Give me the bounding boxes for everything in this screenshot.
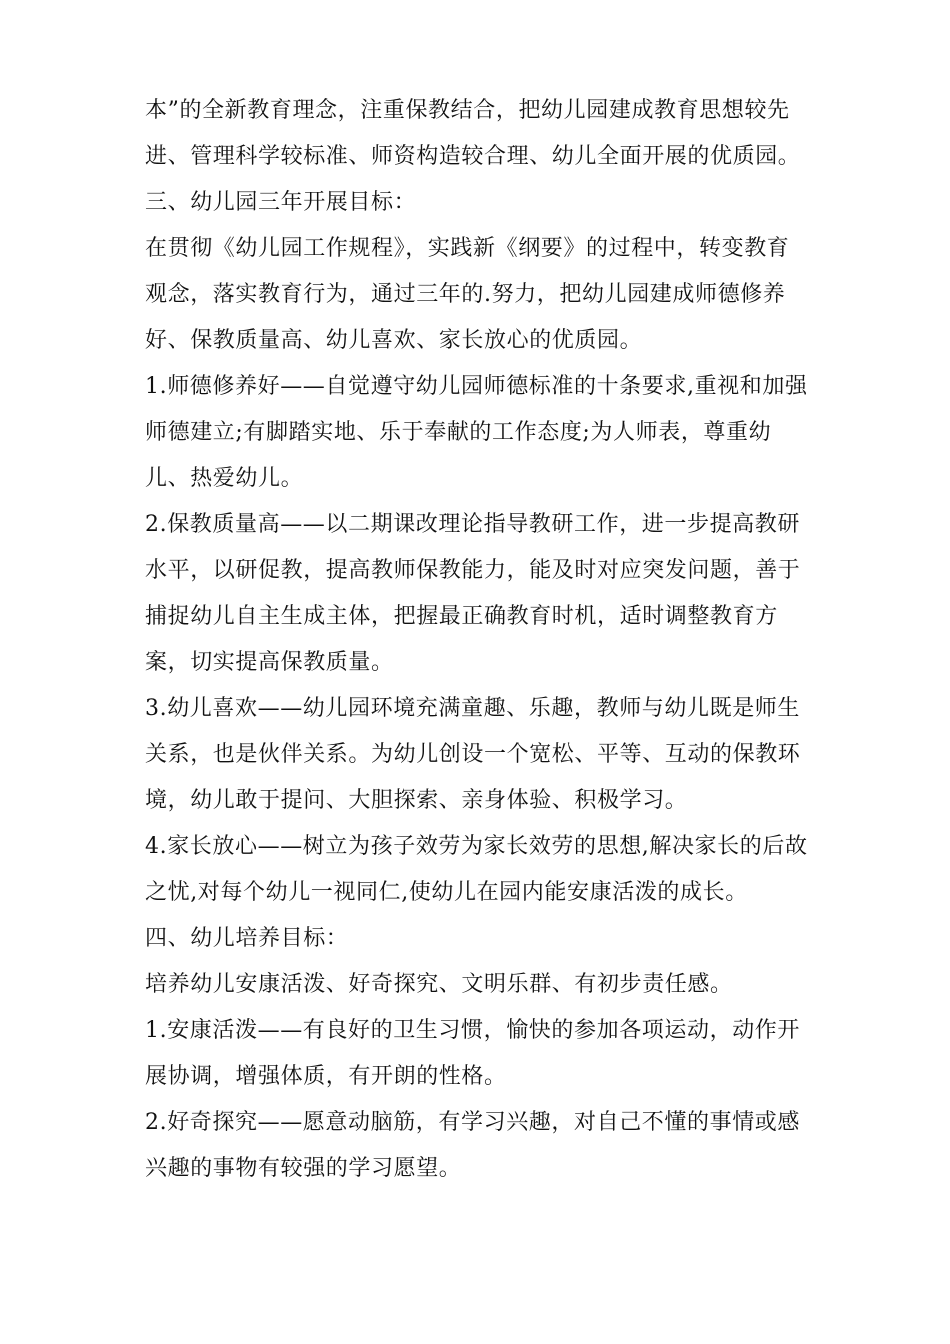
text-line: 2.保教质量高——以二期课改理论指导教研工作，进一步提高教研 (145, 512, 800, 537)
text-line: 观念，落实教育行为，通过三年的.努力，把幼儿园建成师德修养 (145, 282, 786, 307)
text-line: 水平，以研促教，提高教师保教能力，能及时对应突发问题，善于 (145, 558, 801, 583)
text-line: 儿、热爱幼儿。 (145, 466, 304, 491)
text-line: 4.家长放心——树立为孩子效劳为家长效劳的思想,解决家长的后故 (145, 834, 808, 859)
text-line: 1.师德修养好——自觉遵守幼儿园师德标准的十条要求,重视和加强 (145, 374, 808, 399)
text-line: 兴趣的事物有较强的学习愿望。 (145, 1156, 462, 1181)
text-line: 案，切实提高保教质量。 (145, 650, 394, 675)
text-line: 好、保教质量高、幼儿喜欢、家长放心的优质园。 (145, 328, 643, 353)
text-line: 境，幼儿敢于提问、大胆探索、亲身体验、积极学习。 (145, 788, 688, 813)
text-line: 捕捉幼儿自主生成主体，把握最正确教育时机，适时调整教育方 (145, 604, 778, 629)
text-line: 在贯彻《幼儿园工作规程》，实践新《纲要》的过程中，转变教育 (145, 236, 790, 261)
section-heading: 四、幼儿培养目标： (145, 926, 349, 951)
text-line: 2.好奇探究——愿意动脑筋，有学习兴趣，对自己不懂的事情或感 (145, 1110, 800, 1135)
text-line: 进、管理科学较标准、师资构造较合理、幼儿全面开展的优质园。 (145, 144, 801, 169)
text-line: 培养幼儿安康活泼、好奇探究、文明乐群、有初步责任感。 (145, 972, 733, 997)
text-line: 本”的全新教育理念，注重保教结合，把幼儿园建成教育思想较先 (145, 98, 790, 123)
text-line: 之忧,对每个幼儿一视同仁,使幼儿在园内能安康活泼的成长。 (145, 880, 748, 905)
text-line: 1.安康活泼——有良好的卫生习惯，愉快的参加各项运动，动作开 (145, 1018, 800, 1043)
text-line: 展协调，增强体质，有开朗的性格。 (145, 1064, 507, 1089)
document-body (145, 88, 825, 1192)
text-line: 关系，也是伙伴关系。为幼儿创设一个宽松、平等、互动的保教环 (145, 742, 801, 767)
text-line: 师德建立;有脚踏实地、乐于奉献的工作态度;为人师表，尊重幼 (145, 420, 772, 445)
text-line: 3.幼儿喜欢——幼儿园环境充满童趣、乐趣，教师与幼儿既是师生 (145, 696, 800, 721)
section-heading: 三、幼儿园三年开展目标： (145, 190, 417, 215)
